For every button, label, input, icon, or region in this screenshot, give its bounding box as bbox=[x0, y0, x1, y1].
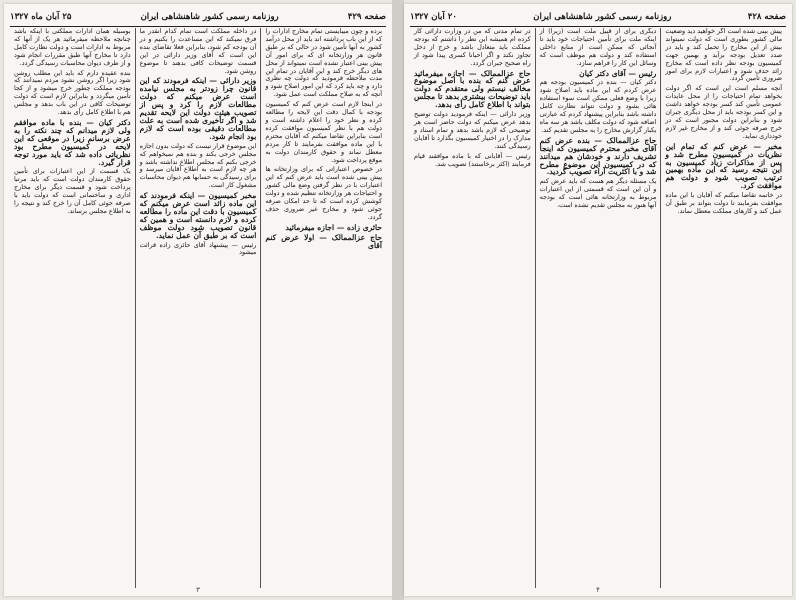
speaker-heading: حائری زاده — اجازه میفرمائید bbox=[285, 222, 382, 232]
left-page-number: صفحه ۴۲۹ bbox=[347, 12, 386, 22]
left-page-date: ۲۵ آبان ماه ۱۳۲۷ bbox=[10, 12, 72, 22]
right-page bbox=[404, 4, 792, 596]
paragraph: در خاتمه تقاضا میکنم که آقایان با این ماده موافقت بفرمایند تا دولت بتواند بر طبق آن عمل کند و کارهای مملکت معطل نماند. bbox=[665, 191, 782, 215]
speaker-heading: حاج عزالممالک — بنده عرض کنم آقای مخبر محترم کمیسیون که اینجا تشریف دارند و خودشان هم میدانند که در کمیسیون این موضوع مطرح شد و با اکثریت آراء تصویب گردید. bbox=[539, 135, 657, 177]
left-column-3 bbox=[10, 28, 136, 588]
right-journal-title: روزنامه رسمی کشور شاهنشاهی ایران bbox=[533, 12, 672, 22]
paragraph: یک قسمت از این اعتبارات برای تأمین حقوق کارمندان دولت است که باید مرتبا پرداخت شود و قسمت دیگر برای مخارج اداری و ساختمانی است که دولت باید با صرفه جوئی کامل آن را خرج کند و نتیجه را به اطلاع مجلس برساند. bbox=[13, 167, 131, 215]
paragraph: بنده عقیده دارم که باید این مطلب روشن شود زیرا اگر روشن نشود مردم نمیدانند که بودجه مملکت چطور خرج میشود و از کجا تأمین میگردد و بنابراین لازم است که دولت توضیحات کافی در این باب بدهد و مجلس هم با اطلاع کامل رأی بدهد. bbox=[13, 68, 131, 117]
speaker-heading: رئیس — آقای دکتر کیان bbox=[579, 68, 657, 78]
paragraph: در داخله مملکت است تمام کدام آنقدر ما فرق نمیکند که این مساعدت را بکنیم و در آن بودجه کم شود، بنابراین فعلا تقاضای بنده این است که آقای وزیر دارائی در این قسمت توضیحات کافی بدهند تا موضوع روشن شود. bbox=[139, 28, 257, 75]
right-page-header bbox=[410, 10, 786, 27]
speaker-heading: حاج عزالممالک — اجازه میفرمائید عرض کنم که بنده با اصل موضوع مخالف نیستم ولی معتقدم که دولت باید توضیحات بیشتری بدهد تا مجلس بتواند با اطلاع کامل رأی بدهد. bbox=[413, 68, 531, 110]
paragraph: در اینجا لازم است عرض کنم که کمیسیون بودجه با کمال دقت این لایحه را مطالعه کرده و نظر خود را اعلام داشته است و دولت هم با نظر کمیسیون موافقت کرده است بنابراین تقاضا میکنم که آقایان محترم با این ماده موافقت بفرمایند تا کار مردم معطل نماند و حقوق کارمندان دولت به موقع پرداخت شود. bbox=[265, 100, 382, 164]
paragraph: این موضوع قرار نیست که دولت بدون اجازه مجلس خرجی بکند و بنده هم نمیخواهم که خرجی بکنم که مجلس اطلاع نداشته باشد و هر چه لازم است به اطلاع آقایان میرسد و برای رسیدگی به حسابها هم دیوان محاسبات مشغول کار است. bbox=[139, 141, 257, 190]
paragraph: آنچه مسلم است این است که اگر دولت بخواهد تمام احتیاجات را از محل عایدات عمومی تأمین کند کسر بودجه خواهد داشت و این کسر بودجه باید از محل دیگری جبران شود و بنابراین دولت مجبور است که در خرج صرفه جوئی کند و از مخارج غیر لازم خودداری نماید. bbox=[665, 84, 782, 140]
left-page-footer: ۳ bbox=[196, 586, 200, 594]
right-column-1 bbox=[661, 28, 786, 588]
paragraph: بوسیله همان ادارات مملکتی با اینکه باشد چنانچه ملاحظه میفرمائید هر یک از آنها که مربوط به ادارات است و دولت نظارت کامل دارد تا مخارج آنها طبق مقررات انجام شود و از طرف دیوان محاسبات رسیدگی گردد. bbox=[13, 28, 131, 67]
left-journal-title: روزنامه رسمی کشور شاهنشاهی ایران bbox=[140, 12, 279, 22]
left-page bbox=[4, 4, 392, 596]
paragraph: در خصوص اعتباراتی که برای وزارتخانه ها پیش بینی شده است باید عرض کنم که این اعتبارات با در نظر گرفتن وضع مالی کشور و احتیاجات هر وزارتخانه تنظیم شده و دولت کوشش کرده است که تا حد امکان صرفه جوئی شود و مخارج غیر ضروری حذف گردد. bbox=[265, 165, 382, 221]
paragraph: رئیس — پیشنهاد آقای حائری زاده قرائت میشود bbox=[139, 240, 257, 257]
paragraph: رئیس — آقایانی که با ماده موافقند قیام فرمایند (اکثر برخاستند) تصویب شد. bbox=[413, 151, 531, 168]
right-page-number: صفحه ۴۲۸ bbox=[747, 12, 786, 22]
right-column-2 bbox=[536, 28, 662, 588]
left-page-columns bbox=[10, 28, 386, 588]
right-column-3 bbox=[410, 28, 536, 588]
paragraph: دیگری برای از قبیل ملت است (زیرا) از اینکه ملت برای تأمین احتیاجات خود باید تا آنجائی که ممکن است از منابع داخلی استفاده کند و دولت هم موظف است که وسائل این کار را فراهم سازد. bbox=[539, 28, 657, 67]
paragraph: یک مسئله دیگر هم هست که باید عرض کنم و آن این است که قسمتی از این اعتبارات مربوط به وزارتخانه هائی است که بودجه آنها هنوز به مجلس تقدیم نشده است. bbox=[539, 177, 657, 210]
paragraph: در تمام مدتی که من در وزارت دارائی کار کرده ام همیشه این نظر را داشتم که بودجه مملکت باید متعادل باشد و خرج از دخل تجاوز نکند و اگر احیانا کسری پیدا شود از راه صحیح جبران گردد. bbox=[413, 28, 531, 67]
speaker-heading: مخبر — عرض کنم که تمام این نظریات در کمیسیون مطرح شد و پس از مذاکرات زیاد کمیسیون به این نتیجه رسید که این ماده بهمین ترتیب تصویب شود و دولت هم موافقت کرد. bbox=[665, 141, 782, 191]
paragraph: برده و چون میبایستی تمام مخارج ادارات را که از این باب برداشته اند باید از محل درآمد کشور به آنها تأمین شود در حالی که بر طبق قانون هر وزارتخانه ای که برای امور آن پیش بینی اعتبار نشده است نمیتواند از محل های دیگر خرج کند و این آقایان در تمام این مدت ملاحظه فرمودید که دولت چه نظری دارد و چه باید کرد که این امور اصلاح شود و آنچه که به صلاح مملکت است عمل شود. bbox=[265, 28, 382, 99]
speaker-heading: وزیر دارائی — اینکه فرمودند که این قانون چرا زودتر به مجلس نیامده است عرض میکنم که دولت مطالعات لازم را کرد و پس از تصویب هیئت دولت این لایحه تقدیم شد و اگر تأخیری شده است به علت مطالعات دقیقی بوده است که لازم بود انجام شود. bbox=[139, 76, 257, 141]
paragraph: وزیر دارائی — اینکه فرمودید دولت توضیح بدهد عرض میکنم که دولت حاضر است هر توضیحی که لازم باشد بدهد و تمام اسناد و مدارک را در اختیار کمیسیون بگذارد تا آقایان رسیدگی کنند. bbox=[413, 110, 531, 150]
right-page-columns bbox=[410, 28, 786, 588]
right-page-date: ۲۰ آبان ۱۳۲۷ bbox=[410, 12, 457, 22]
speaker-heading: مخبر کمیسیون — اینکه فرمودند که این ماده زائد است عرض میکنم که کمیسیون با دقت این ماده را مطالعه کرده و لازم دانسته است و همین که قانون تصویب شود دولت موظف است که بر طبق آن عمل نماید. bbox=[139, 191, 257, 240]
left-page-header bbox=[10, 10, 386, 27]
left-column-2 bbox=[136, 28, 262, 588]
speaker-heading: حاج عزالممالک — اولا عرض کنم آقای bbox=[265, 232, 382, 250]
speaker-heading: دکتر کیان — بنده با ماده موافقم ولی لازم میدانم که چند نکته را به عرض برسانم زیرا در موقعی که این لایحه در کمیسیون مطرح بود نظریاتی داده شد که باید مورد توجه قرار گیرد. bbox=[13, 117, 131, 167]
book-gutter bbox=[392, 0, 404, 600]
left-column-1 bbox=[261, 28, 386, 588]
right-page-footer: ۴ bbox=[596, 586, 600, 594]
paragraph: پیش بینی شده است اگر خواهید دید وضعیت مالی کشور بطوری است که دولت نمیتواند بیش از این مخارج را تحمل کند و باید در صدد تعدیل بودجه برآید و بهمین جهت کمیسیون بودجه نظر داده است که مخارج زائد حذف شود و اعتبارات لازم برای امور ضروری تأمین گردد. bbox=[665, 28, 782, 83]
paragraph: دکتر کیان — بنده در کمیسیون بودجه هم عرض کردم که این ماده باید اصلاح شود زیرا با وضع فعلی ممکن است سوء استفاده هائی بشود و دولت نتواند نظارت کامل داشته باشد بنابراین پیشنهاد کردم که عبارتی اضافه شود که دولت مکلف باشد هر سه ماه یکبار گزارش مخارج را به مجلس تقدیم کند. bbox=[539, 78, 657, 134]
